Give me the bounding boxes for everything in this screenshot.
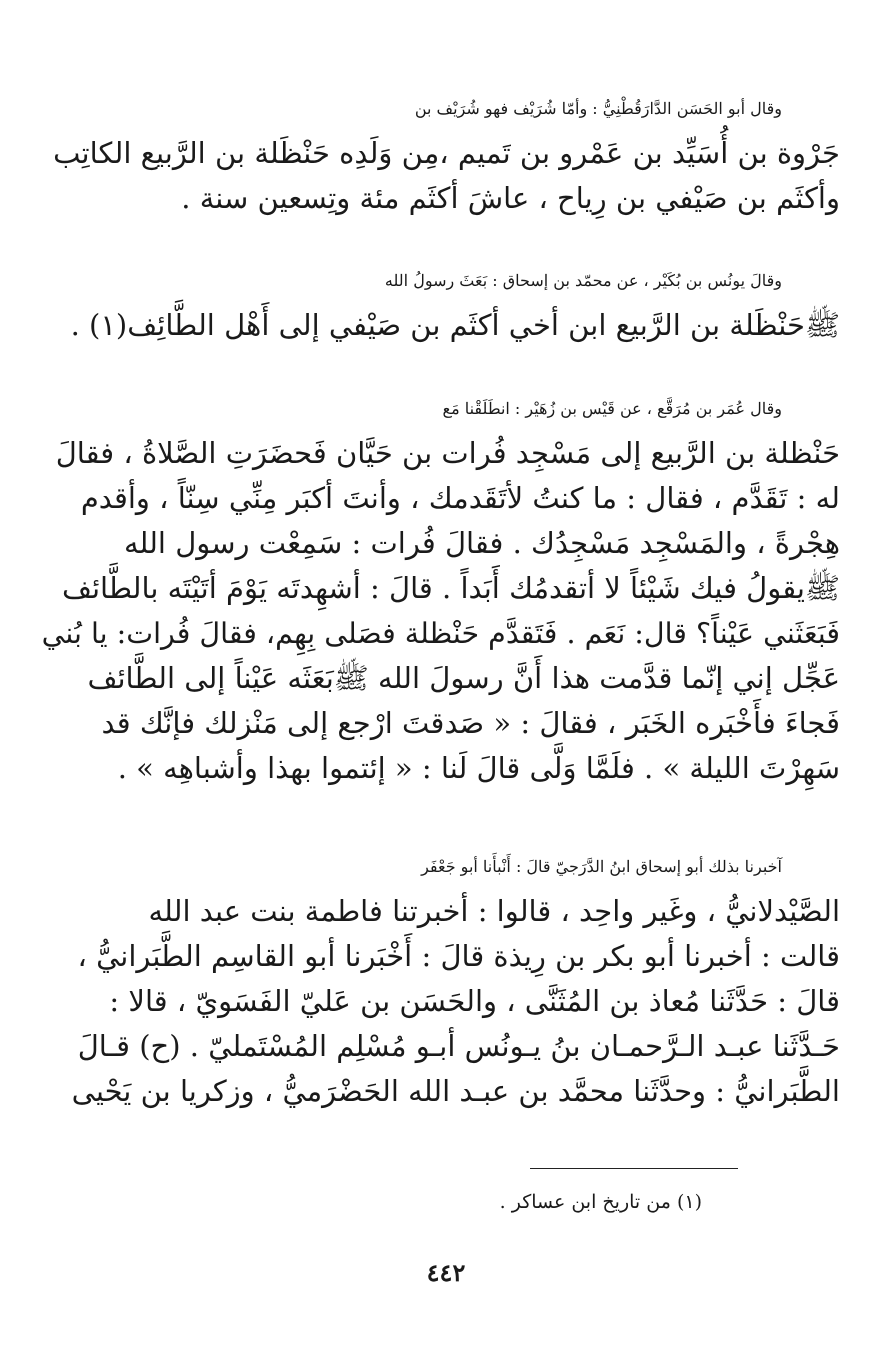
text-line: الصَّيْدلانيُّ ، وغَير واحِد ، قالوا : أخبرتنا فاطمة بنت عبد الله <box>148 894 840 928</box>
paragraph-3 <box>40 386 840 791</box>
footnote-divider <box>530 1168 738 1169</box>
page-number: ٤٤٢ <box>426 1258 466 1287</box>
text-line: له : تَقَدَّم ، فقال : ما كنتُ لأتَقَدمك ، وأنتَ أكبَر مِنِّي سِنّاً ، وأقدم <box>80 481 840 515</box>
text-line: حَـدَّثَنا عبـد الـرَّحمـان بنُ يـونُس أبـو مُسْلِم المُسْتَمليّ . (ح) قـالَ <box>77 1029 840 1063</box>
text-line: فَبَعَثَني عَيْناً؟ قال: نَعَم . فَتَقدَّم حَنْظلة فصَلى بِهِم، فقالَ فُرات: يا بُني <box>41 617 840 650</box>
paragraph-2 <box>40 258 840 348</box>
text-line: وقالَ يونُس بن بُكَيْر ، عن محمّد بن إسحاق : بَعَثَ رسولُ الله <box>384 271 782 290</box>
footnote: (١) من تاريخ ابن عساكر . <box>499 1191 702 1213</box>
text-line: جَرْوة بن أُسَيِّد بن عَمْرو بن تَميم ،مِن وَلَدِه حَنْظَلة بن الرَّبيع الكاتِب <box>53 136 840 170</box>
text-line: وأكثَم بن صَيْفي بن رِياح ، عاشَ أكثَم مئة وتِسعين سنة . <box>181 181 840 215</box>
text-line: حَنْظلة بن الرَّبيع إلى مَسْجِد فُرات بن حَيَّان فَحضَرَتِ الصَّلاةُ ، فقالَ <box>55 436 840 470</box>
text-line: قالَ : حَدَّثَنا مُعاذ بن المُثَنَّى ، والحَسَن بن عَليّ الفَسَويّ ، قالا : <box>109 984 840 1018</box>
text-line: عَجِّل إني إنّما قدَّمت هذا أَنَّ رسولَ الله ﷺبَعَثَه عَيْناً إلى الطَّائف <box>87 661 840 695</box>
text-line: فَجاءَ فأَخْبَره الخَبَر ، فقالَ : « صَدقتَ ارْجع إلى مَنْزلك فإنَّك قد <box>101 706 840 740</box>
text-line: الطَّبَرانيُّ : وحدَّثَنا محمَّد بن عبـد الله الحَضْرَميُّ ، وزكريا بن يَحْيى <box>71 1074 840 1108</box>
text-line: آخبرنا بذلك أبو إسحاق ابنُ الدَّرَجيّ قالَ : أَنْبأَنا أبو جَعْفَر <box>421 857 782 876</box>
text-line: وقال أبو الحَسَن الدَّارَقُطْنِيُّ : وأمّا شُرَيْف فهو شُرَيْف بن <box>414 99 782 118</box>
paragraph-4 <box>40 844 840 1114</box>
text-line: وقال عُمَر بن مُرَقَّع ، عن قَيْس بن زُهَيْر : انطَلَقْنا مَع <box>442 399 782 418</box>
text-line: سَهِرْتَ الليلة » . فلَمَّا وَلَّى قالَ لَنا : « إئتموا بهذا وأشباهِه » . <box>117 751 840 785</box>
text-line: هِجْرةً ، والمَسْجِد مَسْجِدُك . فقالَ فُرات : سَمِعْت رسول الله <box>123 526 840 560</box>
text-line: ﷺحَنْظَلة بن الرَّبيع ابن أخي أكثَم بن صَيْفي إلى أَهْل الطَّائِف(١) . <box>70 308 840 342</box>
text-line: ﷺيقولُ فيك شَيْئاً لا أتقدمُك أَبَداً . قالَ : أشهِدتَه يَوْمَ أتَيْتَه بالطَّائف <box>61 571 840 605</box>
paragraph-1 <box>40 86 840 221</box>
text-line: قالت : أخبرنا أبو بكر بن رِيذة قالَ : أَخْبَرنا أبو القاسِم الطَّبَرانيُّ ، <box>77 939 840 973</box>
